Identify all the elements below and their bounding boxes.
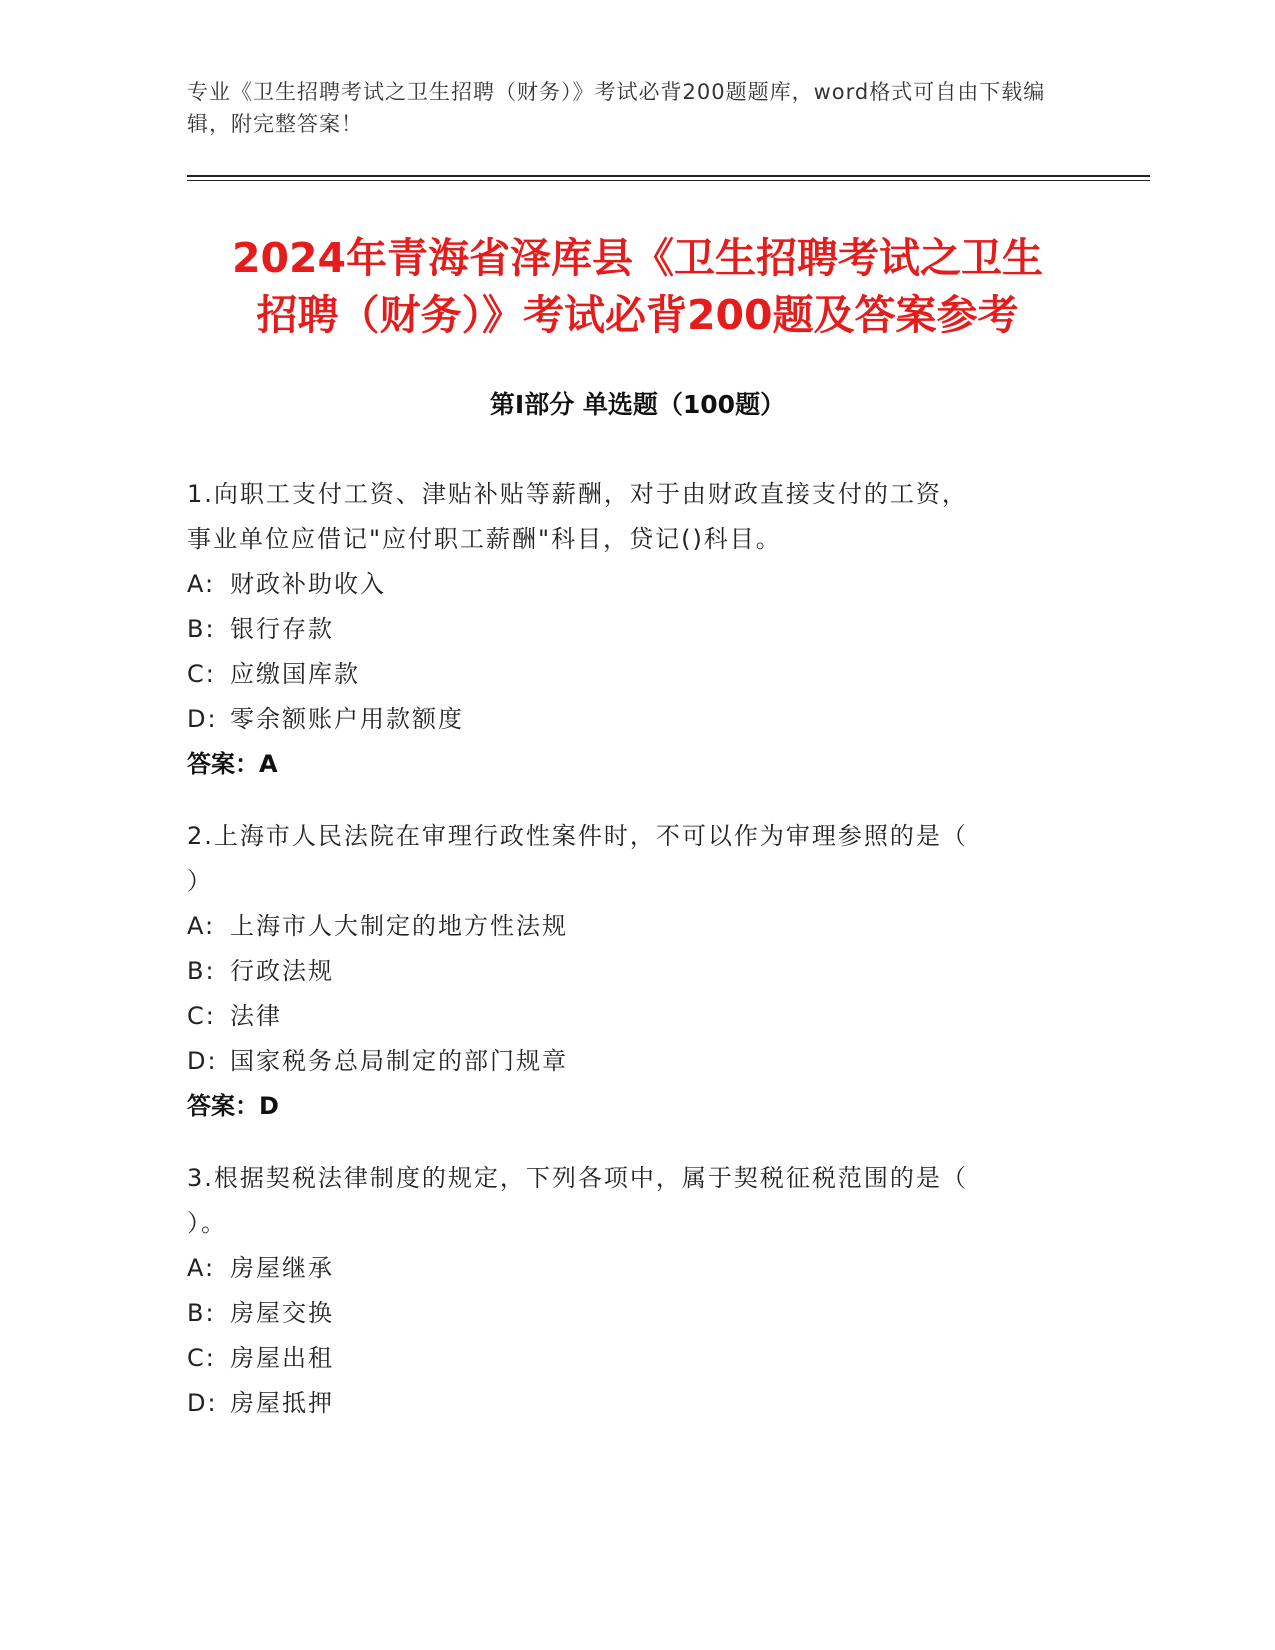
option-text: 房屋交换	[230, 1299, 334, 1327]
option-key: C:	[187, 1002, 216, 1030]
header-divider-thick	[187, 175, 1150, 177]
question-stem	[187, 814, 1077, 904]
option-d	[187, 1039, 1077, 1084]
question-stem-line: ）。	[187, 1209, 227, 1237]
question-stem	[187, 1156, 1077, 1246]
answer-line: 答案：D	[187, 1092, 279, 1120]
option-key: B:	[187, 957, 216, 985]
document-title-line-1: 2024年青海省泽库县《卫生招聘考试之卫生	[231, 234, 1044, 282]
option-c	[187, 652, 1077, 697]
option-key: B:	[187, 1299, 216, 1327]
option-b	[187, 1291, 1077, 1336]
question-1	[187, 472, 1077, 787]
question-stem-line: 2.上海市人民法院在审理行政性案件时，不可以作为审理参照的是（	[187, 822, 968, 850]
option-key: D:	[187, 705, 218, 733]
option-a	[187, 1246, 1077, 1291]
option-a	[187, 562, 1077, 607]
question-3	[187, 1156, 1077, 1426]
section-heading: 第Ⅰ部分 单选题（100题）	[489, 390, 786, 419]
option-text: 上海市人大制定的地方性法规	[230, 912, 568, 940]
question-stem	[187, 472, 1077, 562]
option-text: 银行存款	[230, 615, 334, 643]
option-key: A:	[187, 570, 216, 598]
option-d	[187, 697, 1077, 742]
question-2	[187, 814, 1077, 1129]
option-key: A:	[187, 1254, 216, 1282]
option-a	[187, 904, 1077, 949]
option-text: 房屋继承	[230, 1254, 334, 1282]
answer-line: 答案：A	[187, 750, 278, 778]
option-text: 国家税务总局制定的部门规章	[230, 1047, 568, 1075]
header-divider-thin	[187, 180, 1150, 181]
option-c	[187, 1336, 1077, 1381]
option-text: 法律	[230, 1002, 282, 1030]
question-stem-line: 3.根据契税法律制度的规定，下列各项中，属于契税征税范围的是（	[187, 1164, 968, 1192]
option-b	[187, 949, 1077, 994]
option-key: C:	[187, 1344, 216, 1372]
option-key: D:	[187, 1047, 218, 1075]
document-title-line-2: 招聘（财务）》考试必背200题及答案参考	[256, 291, 1019, 339]
option-text: 应缴国库款	[230, 660, 360, 688]
question-list	[187, 472, 1077, 1453]
option-text: 行政法规	[230, 957, 334, 985]
option-key: C:	[187, 660, 216, 688]
document-title	[160, 230, 1115, 344]
option-key: D:	[187, 1389, 218, 1417]
question-stem-line: ）	[187, 867, 213, 895]
option-d	[187, 1381, 1077, 1426]
option-text: 财政补助收入	[230, 570, 386, 598]
question-stem-line: 1.向职工支付工资、津贴补贴等薪酬，对于由财政直接支付的工资，	[187, 480, 968, 508]
option-text: 房屋出租	[230, 1344, 334, 1372]
option-b	[187, 607, 1077, 652]
option-c	[187, 994, 1077, 1039]
question-stem-line: 事业单位应借记"应付职工薪酬"科目，贷记()科目。	[187, 525, 782, 553]
header-note: 专业《卫生招聘考试之卫生招聘（财务）》考试必背200题题库，word格式可自由下载编辑，附完整答案！	[187, 80, 1046, 136]
option-key: B:	[187, 615, 216, 643]
option-key: A:	[187, 912, 216, 940]
option-text: 零余额账户用款额度	[230, 705, 464, 733]
option-text: 房屋抵押	[230, 1389, 334, 1417]
